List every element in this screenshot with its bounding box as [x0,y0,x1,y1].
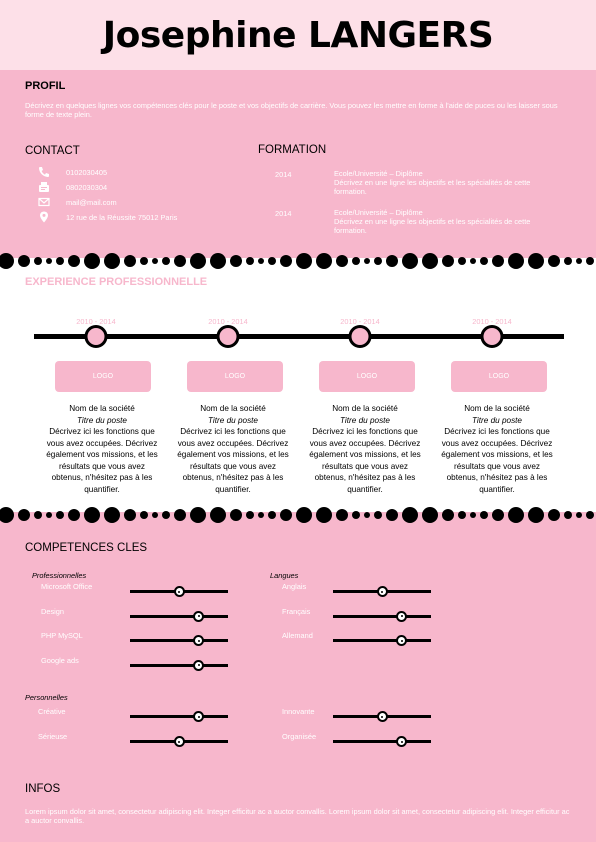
decorative-dot [280,255,292,267]
decorative-dot [364,512,370,518]
profile-title: PROFIL [25,80,66,92]
profile-text: Décrivez en quelques lignes vos compétences clés pour le poste et vos objectifs de carrière. Vous pouvez les mettre en forme à l'aide de puces ou les laisser sous forme de texte plein. [25,101,558,119]
decorative-dot [246,511,254,519]
skill-label: Innovante [282,707,315,716]
decorative-dot [528,253,544,269]
decorative-dot [210,507,226,523]
decorative-dot [296,507,312,523]
decorative-dot [124,255,136,267]
experience-date: 2010 - 2014 [340,317,380,326]
decorative-dot [470,512,476,518]
experience-description: Nom de la société Titre du poste Décrivez ici les fonctions que vous avez occupées. Décrivez également vos missions, et les résultats que vous avez obtenus, n'hésitez pas à les quantifier. [441,404,553,494]
experience-description: Nom de la société Titre du poste Décrivez ici les fonctions que vous avez occupées. Décrivez également vos missions, et les résultats que vous avez obtenus, n'hésitez pas à les quantifier. [309,404,421,494]
infos-text: Lorem ipsum dolor sit amet, consectetur adipiscing elit. Integer efficitur ac a auctor convallis. Lorem ipsum dolor sit amet, consectetur adipiscing elit. Integer efficitur ac a auctor convallis. [25,807,570,825]
contact-title: CONTACT [25,145,80,157]
decorative-dot [364,258,370,264]
decorative-dot [230,509,242,521]
experience-description: Nom de la société Titre du poste Décrivez ici les fonctions que vous avez occupées. Décrivez également vos missions, et les résultats que vous avez obtenus, n'hésitez pas à les quantifier. [177,404,289,494]
decorative-dot [124,509,136,521]
skill-track [130,715,228,718]
decorative-dot [84,253,100,269]
decorative-dot [548,255,560,267]
decorative-dot [18,509,30,521]
experience-date: 2010 - 2014 [208,317,248,326]
decorative-dot [104,253,120,269]
formation-school: Ecole/Université – Diplôme [334,169,423,178]
decorative-dot [374,511,382,519]
formation-year: 2014 [275,170,292,179]
location-pin-icon [38,211,50,223]
decorative-dot [18,255,30,267]
decorative-dot [316,253,332,269]
formation-item [334,208,554,235]
contact-address [38,211,177,223]
contact-mail-text: mail@mail.com [66,197,117,207]
bottom-pink-band [0,512,596,842]
company-logo-placeholder: LOGO [187,361,283,392]
company-logo-placeholder: LOGO [319,361,415,392]
dot-divider-top [0,251,596,271]
fax-icon [38,181,50,193]
skill-level-knob [377,711,388,722]
decorative-dot [296,253,312,269]
skill-level-knob [193,660,204,671]
decorative-dot [152,258,158,264]
decorative-dot [422,253,438,269]
contact-fax-text: 0802030304 [66,182,108,192]
languages-label: Langues [270,571,299,580]
experience-description: Nom de la société Titre du poste Décrivez ici les fonctions que vous avez occupées. Décrivez également vos missions, et les résultats que vous avez obtenus, n'hésitez pas à les quantifier. [46,404,158,494]
decorative-dot [34,257,42,265]
contact-fax [38,181,107,193]
decorative-dot [386,255,398,267]
decorative-dot [480,511,488,519]
skill-level-knob [174,586,185,597]
decorative-dot [210,253,226,269]
skill-label: Sérieuse [38,732,68,741]
decorative-dot [46,512,52,518]
decorative-dot [508,253,524,269]
skill-label: Google ads [41,655,79,665]
skill-track [130,639,228,642]
decorative-dot [508,507,524,523]
skill-level-knob [174,736,185,747]
decorative-dot [576,258,582,264]
skill-track [333,615,431,618]
decorative-dot [336,255,348,267]
decorative-dot [386,509,398,521]
decorative-dot [442,509,454,521]
skill-label: Créative [38,707,66,716]
skill-label: Design [41,606,65,616]
formation-desc: Décrivez en une ligne les objectifs et les spécialités de cette formation. [334,178,531,196]
decorative-dot [140,257,148,265]
decorative-dot [174,509,186,521]
contact-phone-text: 0102030405 [66,167,108,177]
skill-label: Français [282,606,311,616]
decorative-dot [56,257,64,265]
personal-skills-label: Personnelles [25,693,68,702]
decorative-dot [258,258,264,264]
decorative-dot [162,257,170,265]
skill-level-knob [193,611,204,622]
decorative-dot [374,257,382,265]
decorative-dot [0,507,14,523]
skill-track [333,639,431,642]
decorative-dot [480,257,488,265]
decorative-dot [268,511,276,519]
decorative-dot [258,512,264,518]
decorative-dot [246,257,254,265]
skill-level-knob [377,586,388,597]
decorative-dot [174,255,186,267]
decorative-dot [352,511,360,519]
skill-track [333,740,431,743]
decorative-dot [190,253,206,269]
professional-skills-label: Professionnelles [32,571,87,580]
decorative-dot [352,257,360,265]
skills-title: COMPETENCES CLES [25,542,148,554]
decorative-dot [280,509,292,521]
decorative-dot [190,507,206,523]
decorative-dot [402,253,418,269]
decorative-dot [56,511,64,519]
decorative-dot [458,257,466,265]
dot-divider-bottom [0,505,596,525]
decorative-dot [548,509,560,521]
company-logo-placeholder: LOGO [451,361,547,392]
decorative-dot [268,257,276,265]
contact-phone [38,166,107,178]
formation-year: 2014 [275,209,292,218]
formation-title: FORMATION [258,144,327,156]
decorative-dot [402,507,418,523]
skill-track [130,615,228,618]
infos-title: INFOS [25,783,61,795]
decorative-dot [564,511,572,519]
company-logo-placeholder: LOGO [55,361,151,392]
decorative-dot [162,511,170,519]
formation-item [334,169,554,196]
decorative-dot [564,257,572,265]
contact-mail [38,196,117,208]
formation-school: Ecole/Université – Diplôme [334,208,423,217]
decorative-dot [104,507,120,523]
decorative-dot [34,511,42,519]
skill-label: Organisée [282,732,317,741]
experience-date: 2010 - 2014 [76,317,116,326]
decorative-dot [470,258,476,264]
skill-label: Microsoft Office [41,582,93,591]
experience-title: EXPERIENCE PROFESSIONNELLE [25,276,208,288]
phone-icon [38,166,50,178]
decorative-dot [458,511,466,519]
decorative-dot [586,511,594,519]
experience-date: 2010 - 2014 [472,317,512,326]
decorative-dot [422,507,438,523]
decorative-dot [576,512,582,518]
decorative-dot [46,258,52,264]
decorative-dot [492,255,504,267]
decorative-dot [68,509,80,521]
decorative-dot [442,255,454,267]
decorative-dot [84,507,100,523]
decorative-dot [528,507,544,523]
skill-label: Allemand [282,631,313,640]
decorative-dot [336,509,348,521]
contact-address-text: 12 rue de la Réussite 75012 Paris [66,212,178,222]
decorative-dot [140,511,148,519]
candidate-name: Josephine LANGERS [102,15,494,56]
decorative-dot [230,255,242,267]
decorative-dot [586,257,594,265]
decorative-dot [492,509,504,521]
decorative-dot [152,512,158,518]
formation-desc: Décrivez en une ligne les objectifs et les spécialités de cette formation. [334,217,531,235]
skill-track [130,664,228,667]
decorative-dot [0,253,14,269]
skill-label: Anglais [282,582,307,591]
skill-label: PHP MySQL [41,631,83,640]
decorative-dot [316,507,332,523]
mail-icon [38,196,50,208]
skill-level-knob [396,611,407,622]
decorative-dot [68,255,80,267]
